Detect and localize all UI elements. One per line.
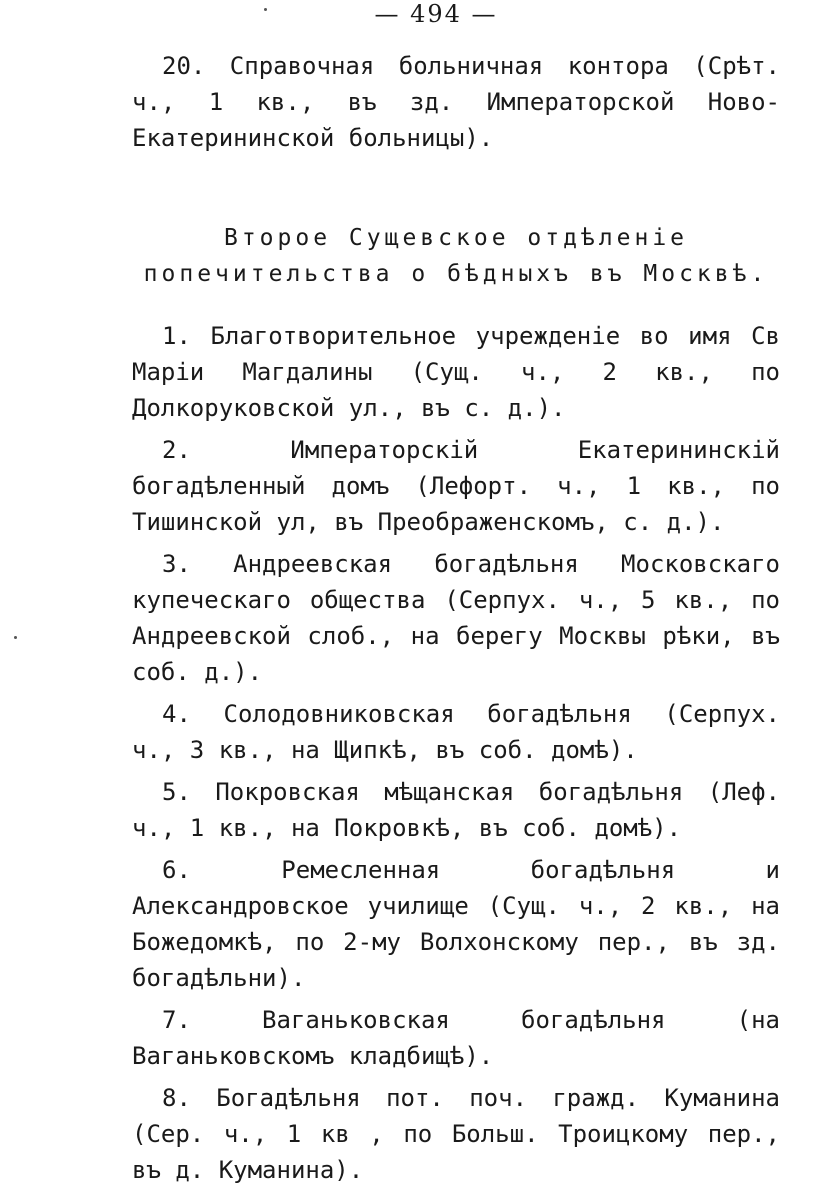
list-item: 7. Ваганьковская богадѣльня (на Ваганьковскомъ кладбищѣ).: [132, 1006, 780, 1070]
top-entry-block: [132, 48, 780, 156]
entries-list: [132, 318, 780, 1194]
speck-mark: [14, 636, 17, 639]
section-heading: Второе Сущевское отдѣленіе попечительства о бѣдныхъ въ Москвѣ.: [143, 225, 769, 287]
list-item: 6. Ремесленная богадѣльня и Александровское училище (Сущ. ч., 2 кв., на Божедомкѣ, по 2-му Волхонскому пер., въ зд. богадѣльни).: [132, 856, 780, 992]
list-item: 2. Императорскій Екатерининскій богадѣленный домъ (Лефорт. ч., 1 кв., по Тишинской ул, въ Преображенскомъ, с. д.).: [132, 436, 780, 536]
list-item: 1. Благотворительное учрежденіе во имя Св Маріи Магдалины (Сущ. ч., 2 кв., по Долкоруковской ул., въ с. д.).: [132, 322, 780, 422]
list-item: 3. Андреевская богадѣльня Московскаго купеческаго общества (Серпух. ч., 5 кв., по Андреевской слоб., на берегу Москвы рѣки, въ соб. д.).: [132, 550, 780, 686]
list-item: 4. Солодовниковская богадѣльня (Серпух. ч., 3 кв., на Щипкѣ, въ соб. домѣ).: [132, 700, 780, 764]
page-number: — 494 —: [374, 0, 498, 28]
list-item: 8. Богадѣльня пот. поч. гражд. Куманина (Сер. ч., 1 кв , по Больш. Троицкому пер., въ д. Куманина).: [132, 1084, 780, 1184]
entry-20: 20. Справочная больничная контора (Срѣт. ч., 1 кв., въ зд. Императорской Ново-Екатерининской больницы).: [132, 52, 780, 152]
list-item: 5. Покровская мѣщанская богадѣльня (Леф. ч., 1 кв., на Покровкѣ, въ соб. домѣ).: [132, 778, 780, 842]
